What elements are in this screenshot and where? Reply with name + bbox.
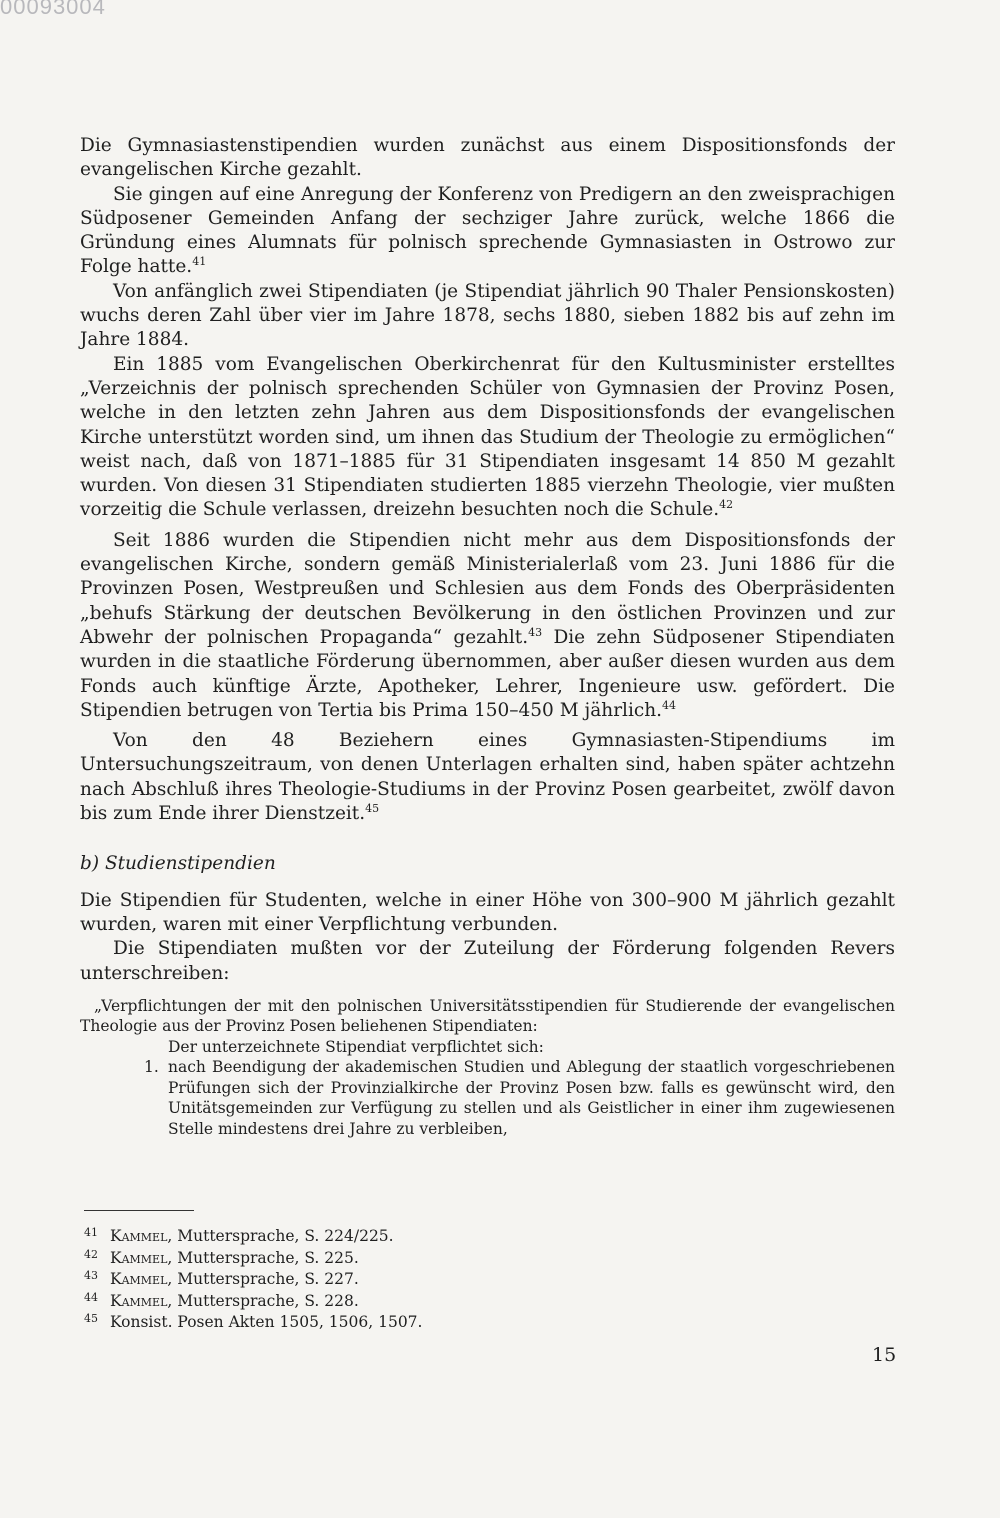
paragraph: Die Stipendien für Studenten, welche in einer Höhe von 300–900 M jährlich gezahlt wurden, waren mit einer Verpflichtung verbunden. [80,889,895,935]
list-number: 1. [144,1058,159,1077]
block-quote [80,996,895,1140]
footnote-author: Kammel [110,1270,168,1288]
page-number: 15 [872,1344,897,1366]
quote-subline: Der unterzeichnete Stipendiat verpflichtet sich: [168,1037,544,1056]
paragraph: Sie gingen auf eine Anregung der Konferenz von Predigern an den zweisprachigen Südposener Gemeinden Anfang der sechziger Jahre zurück, welche 1866 die Gründung eines Alumnats für polnisch sprechende Gymnasiasten in Ostrowo zur Folge hatte.$^{41}$ [80,183,895,278]
paragraph: Die Stipendiaten mußten vor der Zuteilung der Förderung folgenden Revers unterschreiben: [80,938,895,984]
footnote-text: , Muttersprache, S. 228. [167,1291,359,1310]
footnote-ref[interactable]: 44 [662,698,677,712]
footnote-author: Kammel [110,1248,168,1267]
footnote [84,1248,784,1270]
footnote-text: , Muttersprache, S. 225. [167,1248,359,1267]
footnote [84,1291,784,1313]
footnote-ref[interactable]: 41 [192,255,207,269]
quote-list-item [80,1057,895,1139]
footnote-number: 45 [84,1312,98,1325]
paragraph: Die Gymnasiastenstipendien wurden zunächst aus einem Dispositionsfonds der evangelischen Kirche gezahlt. [80,135,895,181]
body-text [80,134,895,1139]
paragraph: Von den 48 Beziehern eines Gymnasiasten-Stipendiums im Untersuchungszeitraum, von denen Unterlagen erhalten sind, haben später achtzehn nach Abschluß ihres Theologie-Studiums in der Provinz Posen gearbeitet, zwölf davon bis zum Ende ihrer Dienstzeit.$^{45}$ [80,730,895,825]
paragraph: Ein 1885 vom Evangelischen Oberkirchenrat für den Kultusminister erstelltes „Verzeichnis der polnisch sprechenden Schüler von Gymnasien der Provinz Posen, welche in den letzten zehn Jahren aus dem Dispositionsfonds der evangelischen Kirche unterstützt worden sind, um ihnen das Studium der Theologie zu ermöglichen“ weist nach, daß von 1871–1885 für 31 Stipendiaten insgesamt 14 850 M gezahlt wurden. Von diesen 31 Stipendiaten studierten 1885 vierzehn Theologie, vier mußten vorzeitig die Schule verlassen, dreizehn besuchten noch die Schule.$^{42}$ [80,353,895,521]
footnote-number: 43 [84,1269,98,1282]
list-text: nach Beendigung der akademischen Studien und Ablegung der staatlich vorgeschriebenen Prüfungen sich der Provinzialkirche der Provinz Posen bzw. falls es gewünscht wird, den Unitätsgemeinden zur Verfügung zu stellen und als Geistlicher in einer ihm zugewiesenen Stelle mindestens drei Jahre zu verbleiben, [168,1058,895,1138]
footnote-author: Kammel [110,1227,168,1245]
scan-id: 00093004 [0,0,106,19]
section-heading: b) Studienstipendien [80,853,276,875]
footnote-number: 41 [84,1226,98,1239]
footnote-text: , Muttersprache, S. 224/225. [167,1227,394,1245]
footnote-ref[interactable]: 43 [528,625,543,639]
quote-lead: „Verpflichtungen der mit den polnischen Universitätsstipendien für Studierende der evangelischen Theologie aus der Provinz Posen beliehenen Stipendiaten: [80,996,895,1036]
footnote [84,1312,784,1334]
paragraph: Seit 1886 wurden die Stipendien nicht mehr aus dem Dispositionsfonds der evangelischen Kirche, sondern gemäß Ministerialerlaß vom 23. Juni 1886 für die Provinzen Posen, Westpreußen und Schlesien aus dem Fonds des Oberpräsidenten „behufs Stärkung der deutschen Bevölkerung in den östlichen Provinzen und zur Abwehr der polnischen Propaganda“ gezahlt.$^{43}$ Die zehn Südposener Stipendiaten wurden in die staatliche Förderung übernommen, aber außer diesen wurden aus dem Fonds auch künftige Ärzte, Apotheker, Lehrer, Ingenieure usw. gefördert. Die Stipendien betrugen von Tertia bis Prima 150–450 M jährlich.$^{44}$ [80,529,895,721]
footnote-ref[interactable]: 42 [719,498,734,512]
footnote [84,1269,784,1291]
footnote-author: Kammel [110,1291,168,1310]
footnote [84,1226,784,1248]
footnote-text: , Muttersprache, S. 227. [167,1270,359,1288]
paragraph: Von anfänglich zwei Stipendiaten (je Stipendiat jährlich 90 Thaler Pensionskosten) wuchs deren Zahl über vier im Jahre 1878, sechs 1880, sieben 1882 bis auf zehn im Jahre 1884. [80,280,895,351]
footnote-text: Konsist. Posen Akten 1505, 1506, 1507. [110,1313,423,1331]
footnote-number: 42 [84,1247,98,1261]
footnotes [84,1226,784,1334]
footnote-number: 44 [84,1290,98,1304]
footnote-ref[interactable]: 45 [365,801,380,815]
footnote-divider [84,1210,194,1211]
